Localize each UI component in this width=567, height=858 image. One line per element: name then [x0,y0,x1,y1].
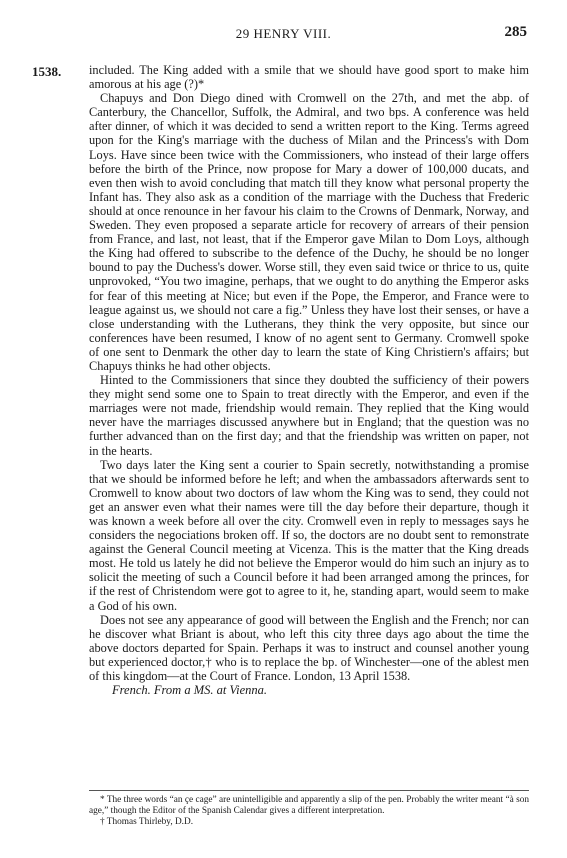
paragraph: Hinted to the Commissioners that since they doubted the sufficiency of their powers they might send some one to Spain to treat directly with the Emperor, and even if the marriages were not made, friendship would remain. They replied that the King would never have the marriages discussed anywhere but in England; that the question was no further advanced than on the first day; and that the friendship was written on paper, not in the hearts. [89,373,529,458]
paragraph: included. The King added with a smile that we should have good sport to make him amorous at his age (?)* [89,63,529,92]
running-title: 29 HENRY VIII. [235,26,332,41]
margin-year: 1538. [32,64,62,79]
footnotes [89,795,529,828]
paragraph: Does not see any appearance of good will between the English and the French; nor can he discover what Briant is about, who left this city three days ago about the time the above doctors departed for Spain. Perhaps it was to instruct and counsel another young but experienced doctor,† who is to replace the bp. of Winchester—one of the ablest men of this kingdom—at the Court of France. London, 13 April 1538. [89,612,529,684]
footnote: † Thomas Thirleby, D.D. [100,817,194,827]
paragraph: Two days later the King sent a courier to Spain secretly, notwithstanding a promise that we should be informed before he left; and when the ambassadors afterwards sent to Cromwell to know about two doctors of law whom the King was to send, they could not get an answer even what their names were till the day before their departure, though it was known a week before all over the city. Cromwell even in reply to messages says he considers the negociations broken off. If so, the doctors are no doubt sent to remonstrate against the General Council meeting at Vicenza. This is the matter that the King dreads most. He told us lately he did not believe the Emperor would do him such an injury as to solicit the meeting of such a Council before it had been arranged among the princes, for if the rest of Christendom were got to agree to it, he, standing apart, would seem to make a God of his own. [89,457,529,613]
footnote-divider [89,790,529,791]
body-text [89,63,529,697]
page-number: 285 [504,24,527,40]
source-note: French. From a MS. at Vienna. [112,683,268,698]
paragraph: Chapuys and Don Diego dined with Cromwell on the 27th, and met the abp. of Canterbury, the Chancellor, Suffolk, the Admiral, and two bps. A conference was held after dinner, of which it was decided to send a written report to the King. Terms agreed upon for the King's marriage with the duchess of Milan and the Princess's with Dom Loys. Have since been twice with the Commissioners, who instead of their large offers before the birth of the Prince, now propose for Mary a dower of 100,000 ducats, and even then wish to avoid concluding that match till they know what personal property the Infant has. They also ask as a condition of the marriage with the Duchess that Frederic should at once renounce in her favour his claim to the Crowns of Denmark, Norway, and Sweden. They even proposed a separate article for recovery of arrears of their pension from France, and last, not least, that if the Emperor gave Milan to Dom Loys, although the King had offered to subscribe to the defence of the Duchy, he should be no longer bound to pay the Duchess's dower. Worse still, they even said twice or thrice to us, quite unprovoked, “You two imagine, perhaps, that we ought to do anything the Emperor asks for fear of this meeting at Nice; but even if the Pope, the Emperor, and France were to league against us, we should not care a fig.” Unless they have lost their senses, or have a close understanding with the Lutherans, they think the very opposite, but since our conferences have been resumed, I know of no agent sent to Germany. Cromwell spoke of one sent to Denmark the other day to learn the state of King Christiern's affairs; but Chapuys thinks he had other objects. [89,91,529,373]
footnote: * The three words “an çe cage” are unintelligible and apparently a slip of the pen. Probably the writer meant “à son age,” though the Editor of the Spanish Calendar gives a different interpretation. [89,795,529,816]
